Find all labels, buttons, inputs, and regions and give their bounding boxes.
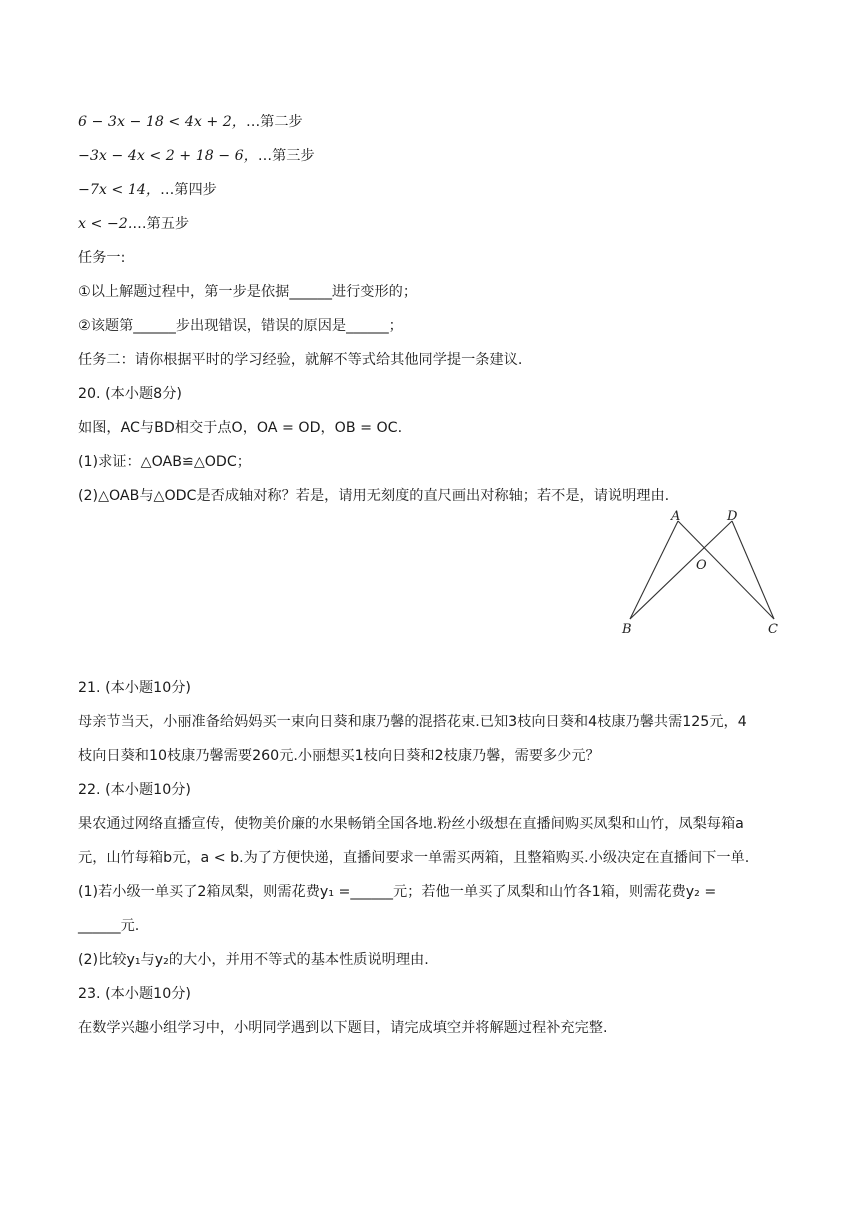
- label-o: O: [696, 558, 707, 573]
- q20-header: 20. (本小题8分): [78, 386, 182, 402]
- label-b: B: [622, 622, 632, 637]
- q21-line1: 母亲节当天，小丽准备给妈妈买一束向日葵和康乃馨的混搭花束.已知3枝向日葵和4枝康乃馨共需125元，4: [78, 714, 747, 730]
- q22-header: 22. (本小题10分): [78, 782, 191, 798]
- step-3: [78, 146, 315, 166]
- q22-part2: (2)比较y₁与y₂的大小，并用不等式的基本性质说明理由.: [78, 952, 429, 968]
- segment-dc: [732, 521, 774, 619]
- q23-header: 23. (本小题10分): [78, 986, 191, 1002]
- q22-part1-line2: ______元.: [78, 918, 140, 934]
- q23-line1: 在数学兴趣小组学习中，小明同学遇到以下题目，请完成填空并将解题过程补充完整.: [78, 1020, 608, 1036]
- q22-line2: 元，山竹每箱b元，a < b.为了方便快递，直播间要求一单需买两箱，且整箱购买.小级决定在直播间下一单.: [78, 850, 750, 866]
- q20-stem: 如图，AC与BD相交于点O，OA = OD，OB = OC.: [78, 420, 403, 436]
- label-c: C: [768, 622, 778, 637]
- q22-line1: 果农通过网络直播宣传，使物美价廉的水果畅销全国各地.粉丝小级想在直播间购买凤梨和山竹，凤梨每箱a: [78, 816, 744, 832]
- step-4-note: …第四步: [160, 182, 217, 198]
- step-4: [78, 180, 217, 200]
- label-d: D: [727, 509, 738, 524]
- step-5-note: …第五步: [132, 216, 190, 232]
- label-a: A: [671, 509, 681, 524]
- task1-item1: ①以上解题过程中，第一步是依据______进行变形的；: [78, 284, 418, 300]
- task1-item2: ②该题第______步出现错误，错误的原因是______；: [78, 318, 403, 334]
- q21-header: 21. (本小题10分): [78, 680, 191, 696]
- segment-ab: [630, 521, 678, 619]
- segment-ac: [678, 521, 774, 619]
- step-2-note: …第二步: [245, 114, 303, 130]
- step-5: [78, 214, 189, 234]
- step-2: [78, 112, 303, 132]
- geometry-figure: [612, 505, 792, 640]
- task1-heading: 任务一:: [78, 250, 126, 266]
- segment-db: [630, 521, 732, 619]
- q22-part1-line1: (1)若小级一单买了2箱凤梨，则需花费y₁ =______元；若他一单买了凤梨和山竹各1箱，则需花费y₂ =: [78, 884, 717, 900]
- task2-text: 任务二：请你根据平时的学习经验，就解不等式给其他同学提一条建议.: [78, 352, 523, 368]
- q20-part1: (1)求证：△OAB≌△ODC；: [78, 454, 251, 470]
- step-3-expr: −3x − 4x < 2 + 18 − 6，: [78, 148, 258, 164]
- step-3-note: …第三步: [257, 148, 315, 164]
- step-4-expr: −7x < 14，: [78, 182, 161, 198]
- q20-part2: (2)△OAB与△ODC是否成轴对称？若是，请用无刻度的直尺画出对称轴；若不是，请说明理由.: [78, 488, 670, 504]
- q21-line2: 枝向日葵和10枝康乃馨需要260元.小丽想买1枝向日葵和2枝康乃馨，需要多少元？: [78, 748, 600, 764]
- step-2-expr: 6 − 3x − 18 < 4x + 2，: [78, 114, 246, 130]
- step-5-expr: x < −2.: [78, 216, 133, 232]
